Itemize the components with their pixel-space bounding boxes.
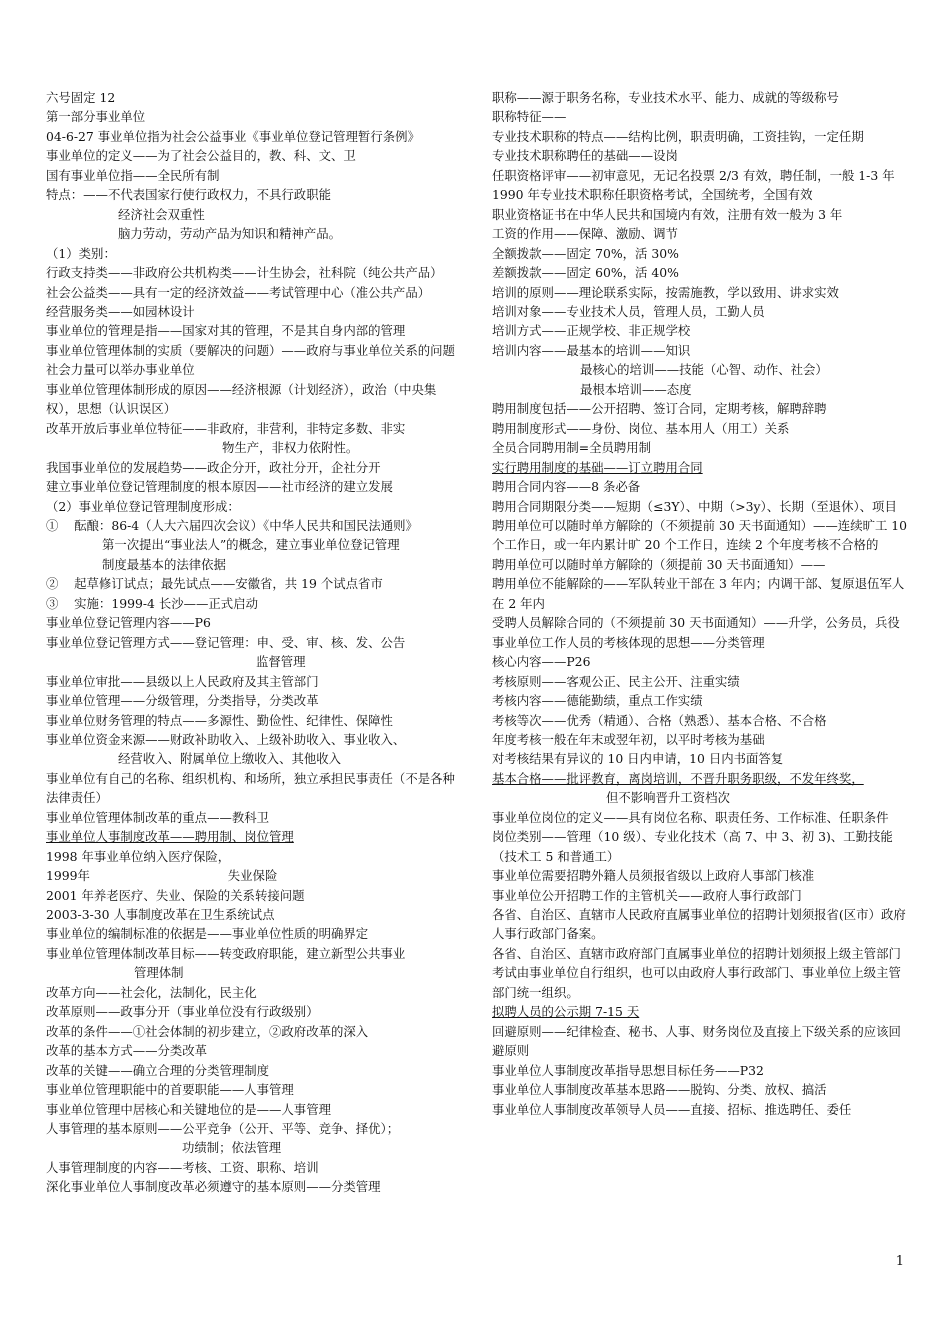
text-line: 事业单位管理职能中的首要职能——人事管理: [46, 1082, 294, 1098]
text-line: 拟聘人员的公示期 7-15 天: [492, 1004, 640, 1020]
text-line: 特点：——不代表国家行使行政权力，不具行政职能: [46, 187, 331, 203]
text-line: 各省、自治区、直辖市政府部门直属事业单位的招聘计划须报上级主管部门: [492, 945, 901, 961]
text-line: 但不影响晋升工资档次: [606, 790, 730, 806]
text-line: 事业单位需要招聘外籍人员须报省级以上政府人事部门核准: [492, 868, 815, 884]
text-line: 差额拨款——固定 60%，活 40%: [492, 265, 679, 281]
text-line: 最核心的培训——技能（心智、动作、社会）: [580, 362, 828, 378]
text-line: 事业单位登记管理方式——登记管理：申、受、审、核、发、公告: [46, 634, 406, 650]
text-line: 职业资格证书在中华人民共和国境内有效，注册有效一般为 3 年: [492, 206, 843, 222]
text-line: 事业单位工作人员的考核体现的思想——分类管理: [492, 634, 765, 650]
text-line: 事业单位管理——分级管理，分类指导，分类改革: [46, 693, 319, 709]
text-line: 职称——源于职务名称，专业技术水平、能力、成就的等级称号: [492, 90, 839, 105]
text-line: 管理体制: [134, 965, 184, 981]
text-line: 事业单位审批——县级以上人民政府及其主管部门: [46, 673, 319, 689]
text-line: 改革方向——社会化，法制化，民主化: [46, 984, 257, 1000]
text-line: 行政支持类——非政府公共机构类——计生协会，社科院（纯公共产品）: [46, 265, 443, 281]
text-line: 经营收入、附属单位上缴收入、其他收入: [118, 751, 342, 767]
text-line: 第一部分事业单位: [46, 109, 146, 125]
text-line: 考核内容——德能勤绩，重点工作实绩: [492, 693, 703, 709]
text-line: 经济社会双重性: [118, 206, 205, 222]
text-line: 全员合同聘用制=全员聘用制: [492, 440, 652, 456]
text-line: 事业单位管理中居核心和关键地位的是——人事管理: [46, 1101, 331, 1117]
text-line: 制度最基本的法律依据: [102, 556, 226, 572]
text-line: 工资的作用——保障、激励、调节: [492, 226, 678, 242]
text-line: 培训内容——最基本的培训——知识: [492, 342, 691, 358]
text-line: 人事管理的基本原则——公平竞争（公开、平等、竞争、择优）；: [46, 1121, 400, 1137]
text-line: 事业单位的编制标准的依据是——事业单位性质的明确界定: [46, 926, 369, 942]
text-line: 聘用单位可以随时单方解除的（须提前 30 天书面通知）——: [492, 556, 826, 572]
text-line: 第一次提出“事业法人”的概念，建立事业单位登记管理: [102, 537, 400, 553]
text-line: 六号固定 12: [46, 90, 116, 105]
text-line: 2001 年养老医疗、失业、保险的关系转接问题: [46, 887, 305, 903]
text-line: 经营服务类——如园林设计: [46, 303, 195, 319]
text-line: 考核等次——优秀（精通）、合格（熟悉）、基本合格、不合格: [492, 712, 827, 728]
text-line: 事业单位人事制度改革领导人员——直接、招标、推选聘任、委任: [492, 1101, 852, 1117]
text-line: 聘用单位可以随时单方解除的（不须提前 30 天书面通知）——连续旷工 10 个工作日，或一年内累计旷 20 个工作日，连续 2 个年度考核不合格的: [492, 517, 912, 553]
text-line: 基本合格——批评教育，离岗培训，不晋升职务职级，不发年终奖，: [492, 770, 864, 786]
text-line: 岗位类别——管理（10 级）、专业化技术（高 7、中 3、初 3)、工勤技能（技术工 5 和普通工）: [492, 829, 893, 864]
text-line: 对考核结果有异议的 10 日内申请，10 日内书面答复: [492, 751, 784, 767]
text-line: 事业单位管理体制形成的原因——经济根源（计划经济），政治（中央集权），思想（认识误区）: [46, 381, 437, 417]
text-line: 培训对象——专业技术人员，管理人员，工勤人员: [492, 303, 765, 319]
text-line: 事业单位公开招聘工作的主管机关——政府人事行政部门: [492, 887, 802, 903]
text-line: 1999年 失业保险: [46, 868, 278, 884]
text-line: 实行聘用制度的基础——订立聘用合同: [492, 459, 703, 475]
text-line: 改革的条件——①社会体制的初步建立，②政府改革的深入: [46, 1023, 369, 1039]
text-line: 事业单位财务管理的特点——多源性、勤俭性、纪律性、保障性: [46, 712, 393, 728]
text-line: 功绩制；依法管理: [182, 1140, 282, 1156]
text-line: 事业单位资金来源——财政补助收入、上级补助收入、事业收入、: [46, 731, 406, 747]
text-line: 聘用制度形式——身份、岗位、基本用人（用工）关系: [492, 420, 790, 436]
text-line: 全额拨款——固定 70%，活 30%: [492, 245, 679, 261]
text-line: 职称特征——: [492, 109, 567, 125]
text-line: 培训的原则——理论联系实际，按需施教，学以致用、讲求实效: [492, 284, 839, 300]
text-line: 聘用单位不能解除的——军队转业干部在 3 年内；内调干部、复原退伍军人在 2 年内: [492, 576, 905, 611]
text-line: 事业单位管理体制改革目标——转变政府职能，建立新型公共事业: [46, 945, 406, 961]
left-column: [46, 88, 462, 1197]
text-line: 事业单位有自己的名称、组织机构、和场所，独立承担民事责任（不是各种法律责任）: [46, 770, 455, 806]
text-line: 事业单位的定义——为了社会公益目的，教、科、文、卫: [46, 148, 356, 164]
text-line: 1990 年专业技术职称任职资格考试，全国统考，全国有效: [492, 187, 813, 203]
text-line: 监督管理: [256, 654, 306, 670]
text-line: 各省、自治区、直辖市人民政府直属事业单位的招聘计划须报省(区市）政府人事行政部门备案。: [492, 907, 906, 942]
text-line: 社会公益类——具有一定的经济效益——考试管理中心（准公共产品）: [46, 284, 431, 300]
text-line: 事业单位的管理是指——国家对其的管理，不是其自身内部的管理: [46, 323, 406, 339]
text-line: 物生产，非权力依附性。: [222, 440, 359, 456]
text-line: 专业技术职称聘任的基础——设岗: [492, 148, 678, 164]
text-line: 社会力量可以举办事业单位: [46, 362, 195, 378]
text-line: 聘用合同内容——8 条必备: [492, 479, 641, 495]
text-line: 事业单位登记管理内容——P6: [46, 615, 211, 631]
text-line: 考核原则——客观公正、民主公开、注重实绩: [492, 673, 740, 689]
text-line: 事业单位管理体制的实质（要解决的问题）——政府与事业单位关系的问题: [46, 342, 455, 358]
text-line: 建立事业单位登记管理制度的根本原因——社市经济的建立发展: [46, 479, 393, 495]
right-column: [492, 88, 910, 1119]
text-line: 2003-3-30 人事制度改革在卫生系统试点: [46, 907, 275, 923]
text-line: 脑力劳动，劳动产品为知识和精神产品。: [118, 226, 342, 242]
text-line: 改革原则——政事分开（事业单位没有行政级别）: [46, 1004, 319, 1020]
text-line: 改革开放后事业单位特征——非政府，非营利，非特定多数、非实: [46, 420, 406, 436]
text-line: 事业单位管理体制改革的重点——教科卫: [46, 809, 270, 825]
text-line: ② 起草修订试点；最先试点——安徽省，共 19 个试点省市: [46, 576, 383, 592]
text-line: 核心内容——P26: [492, 654, 591, 670]
text-line: 受聘人员解除合同的（不须提前 30 天书面通知）——升学，公务员，兵役: [492, 615, 900, 631]
text-line: ③ 实施：1999-4 长沙——正式启动: [46, 595, 258, 611]
page-number: 1: [895, 1254, 904, 1269]
text-line: 改革的基本方式——分类改革: [46, 1043, 208, 1059]
text-line: 04-6-27 事业单位指为社会公益事业《事业单位登记管理暂行条例》: [46, 128, 420, 144]
text-line: 任职资格评审——初审意见，无记名投票 2/3 有效，聘任制，一般 1-3 年: [492, 167, 895, 183]
text-line: 国有事业单位指——全民所有制: [46, 167, 220, 183]
text-line: 事业单位人事制度改革——聘用制、岗位管理: [46, 829, 294, 845]
text-line: （2）事业单位登记管理制度形成：: [46, 498, 240, 514]
text-line: （1）类别：: [46, 245, 116, 261]
text-line: 人事管理制度的内容——考核、工资、职称、培训: [46, 1159, 319, 1175]
text-line: 专业技术职称的特点——结构比例，职责明确，工资挂钩，一定任期: [492, 128, 864, 144]
text-line: 1998 年事业单位纳入医疗保险，: [46, 848, 231, 864]
text-line: 考试由事业单位自行组织，也可以由政府人事行政部门、事业单位上级主管部门统一组织。: [492, 965, 901, 1000]
text-line: 改革的关键——确立合理的分类管理制度: [46, 1062, 270, 1078]
text-line: 回避原则——纪律检查、秘书、人事、财务岗位及直接上下级关系的应该回避原则: [492, 1023, 901, 1059]
text-line: 我国事业单位的发展趋势——政企分开，政社分开，企社分开: [46, 459, 381, 475]
text-line: 聘用合同期限分类——短期（≤3Y）、中期（>3y）、长期（至退休）、项目: [492, 498, 897, 514]
text-line: 年度考核一般在年末或翌年初，以平时考核为基础: [492, 731, 765, 747]
text-line: 事业单位岗位的定义——具有岗位名称、职责任务、工作标准、任职条件: [492, 809, 889, 825]
text-line: 培训方式——正规学校、非正规学校: [492, 323, 691, 339]
text-line: 事业单位人事制度改革基本思路——脱钩、分类、放权、搞活: [492, 1082, 827, 1098]
text-line: 最根本培训——态度: [580, 381, 692, 397]
text-line: 事业单位人事制度改革指导思想目标任务——P32: [492, 1062, 764, 1078]
text-line: ① 酝酿：86-4（人大六届四次会议）《中华人民共和国民法通则》: [46, 517, 418, 533]
text-line: 深化事业单位人事制度改革必须遵守的基本原则——分类管理: [46, 1179, 381, 1195]
text-line: 聘用制度包括——公开招聘、签订合同，定期考核，解聘辞聘: [492, 401, 827, 417]
